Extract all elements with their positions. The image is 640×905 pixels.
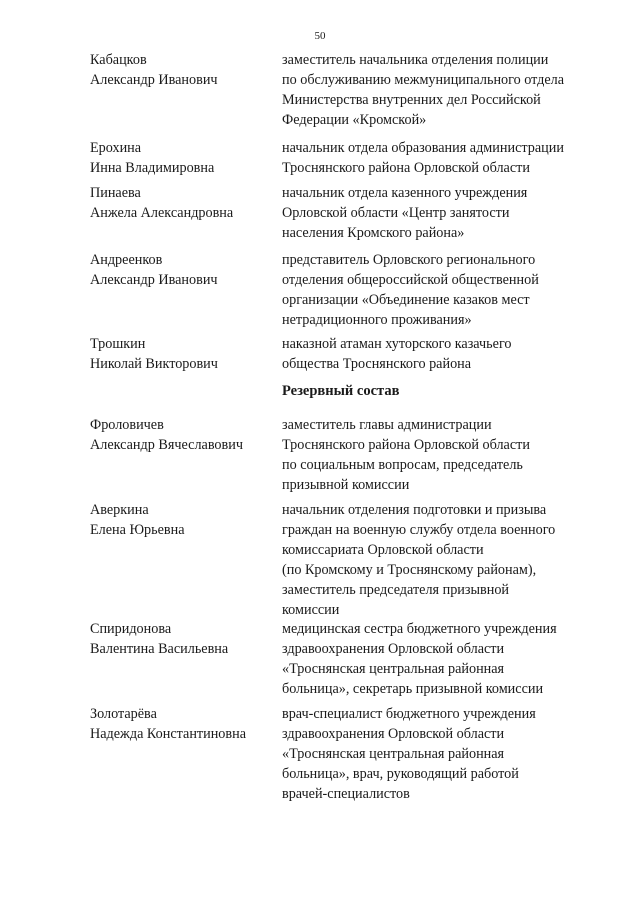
role-line: здравоохранения Орловской области xyxy=(282,726,505,742)
reserve-surname: Золотарёва xyxy=(90,706,157,722)
reserve-name: Александр Вячеславович xyxy=(90,437,243,453)
reserve-role xyxy=(282,415,622,495)
role-line: заместитель начальника отделения полиции xyxy=(282,52,549,68)
member-surname: Ерохина xyxy=(90,140,142,156)
reserve-name: Елена Юрьевна xyxy=(90,522,185,538)
role-line: общества Троснянского района xyxy=(282,356,472,372)
role-line: граждан на военную службу отдела военного xyxy=(282,522,556,538)
role-line: начальник отделения подготовки и призыва xyxy=(282,502,547,518)
member-surname: Андреенков xyxy=(90,252,163,268)
role-line: населения Кромского района» xyxy=(282,225,465,241)
role-line: представитель Орловского регионального xyxy=(282,252,536,268)
member-role xyxy=(282,50,622,130)
role-line: (по Кромскому и Троснянскому районам), xyxy=(282,562,537,578)
reserve-surname: Фроловичев xyxy=(90,417,164,433)
role-line: комиссии xyxy=(282,602,340,618)
role-line: врачей-специалистов xyxy=(282,786,410,802)
role-line: заместитель главы администрации xyxy=(282,417,492,433)
reserve-surname: Аверкина xyxy=(90,502,149,518)
reserve-name-block xyxy=(90,704,280,744)
role-line: начальник отдела образования администрации xyxy=(282,140,564,156)
member-name: Александр Иванович xyxy=(90,72,218,88)
role-line: Орловской области «Центр занятости xyxy=(282,205,510,221)
role-line: Федерации «Кромской» xyxy=(282,112,427,128)
role-line: отделения общероссийской общественной xyxy=(282,272,539,288)
role-line: Министерства внутренних дел Российской xyxy=(282,92,541,108)
member-surname: Кабацков xyxy=(90,52,147,68)
member-name-block xyxy=(90,334,280,374)
role-line: заместитель председателя призывной xyxy=(282,582,509,598)
page-number: 50 xyxy=(314,30,326,42)
role-line: «Троснянская центральная районная xyxy=(282,661,505,677)
reserve-role xyxy=(282,704,622,804)
member-name-block xyxy=(90,50,280,90)
role-line: Троснянского района Орловской области xyxy=(282,437,530,453)
role-line: врач-специалист бюджетного учреждения xyxy=(282,706,536,722)
member-name: Николай Викторович xyxy=(90,356,218,372)
member-surname: Пинаева xyxy=(90,185,141,201)
reserve-surname: Спиридонова xyxy=(90,621,172,637)
member-name: Инна Владимировна xyxy=(90,160,215,176)
reserve-name: Валентина Васильевна xyxy=(90,641,229,657)
role-line: больница», секретарь призывной комиссии xyxy=(282,681,544,697)
member-surname: Трошкин xyxy=(90,336,146,352)
reserve-name-block xyxy=(90,415,280,455)
reserve-name: Надежда Константиновна xyxy=(90,726,246,742)
role-line: комиссариата Орловской области xyxy=(282,542,484,558)
role-line: начальник отдела казенного учреждения xyxy=(282,185,528,201)
member-name-block xyxy=(90,250,280,290)
role-line: по социальным вопросам, председатель xyxy=(282,457,523,473)
reserve-name-block xyxy=(90,500,280,540)
role-line: призывной комиссии xyxy=(282,477,410,493)
role-line: больница», врач, руководящий работой xyxy=(282,766,519,782)
member-role xyxy=(282,250,622,330)
member-role xyxy=(282,183,622,243)
member-role xyxy=(282,138,622,178)
reserve-role xyxy=(282,619,622,699)
role-line: здравоохранения Орловской области xyxy=(282,641,505,657)
role-line: нетрадиционного проживания» xyxy=(282,312,472,328)
member-name: Александр Иванович xyxy=(90,272,218,288)
role-line: наказной атаман хуторского казачьего xyxy=(282,336,512,352)
reserve-role xyxy=(282,500,622,620)
member-name: Анжела Александровна xyxy=(90,205,234,221)
role-line: организации «Объединение казаков мест xyxy=(282,292,530,308)
role-line: по обслуживанию межмуниципального отдела xyxy=(282,72,565,88)
reserve-section-title: Резервный состав xyxy=(282,383,400,399)
role-line: «Троснянская центральная районная xyxy=(282,746,505,762)
member-role xyxy=(282,334,622,374)
role-line: Троснянского района Орловской области xyxy=(282,160,530,176)
member-name-block xyxy=(90,183,280,223)
reserve-name-block xyxy=(90,619,280,659)
member-name-block xyxy=(90,138,280,178)
role-line: медицинская сестра бюджетного учреждения xyxy=(282,621,557,637)
